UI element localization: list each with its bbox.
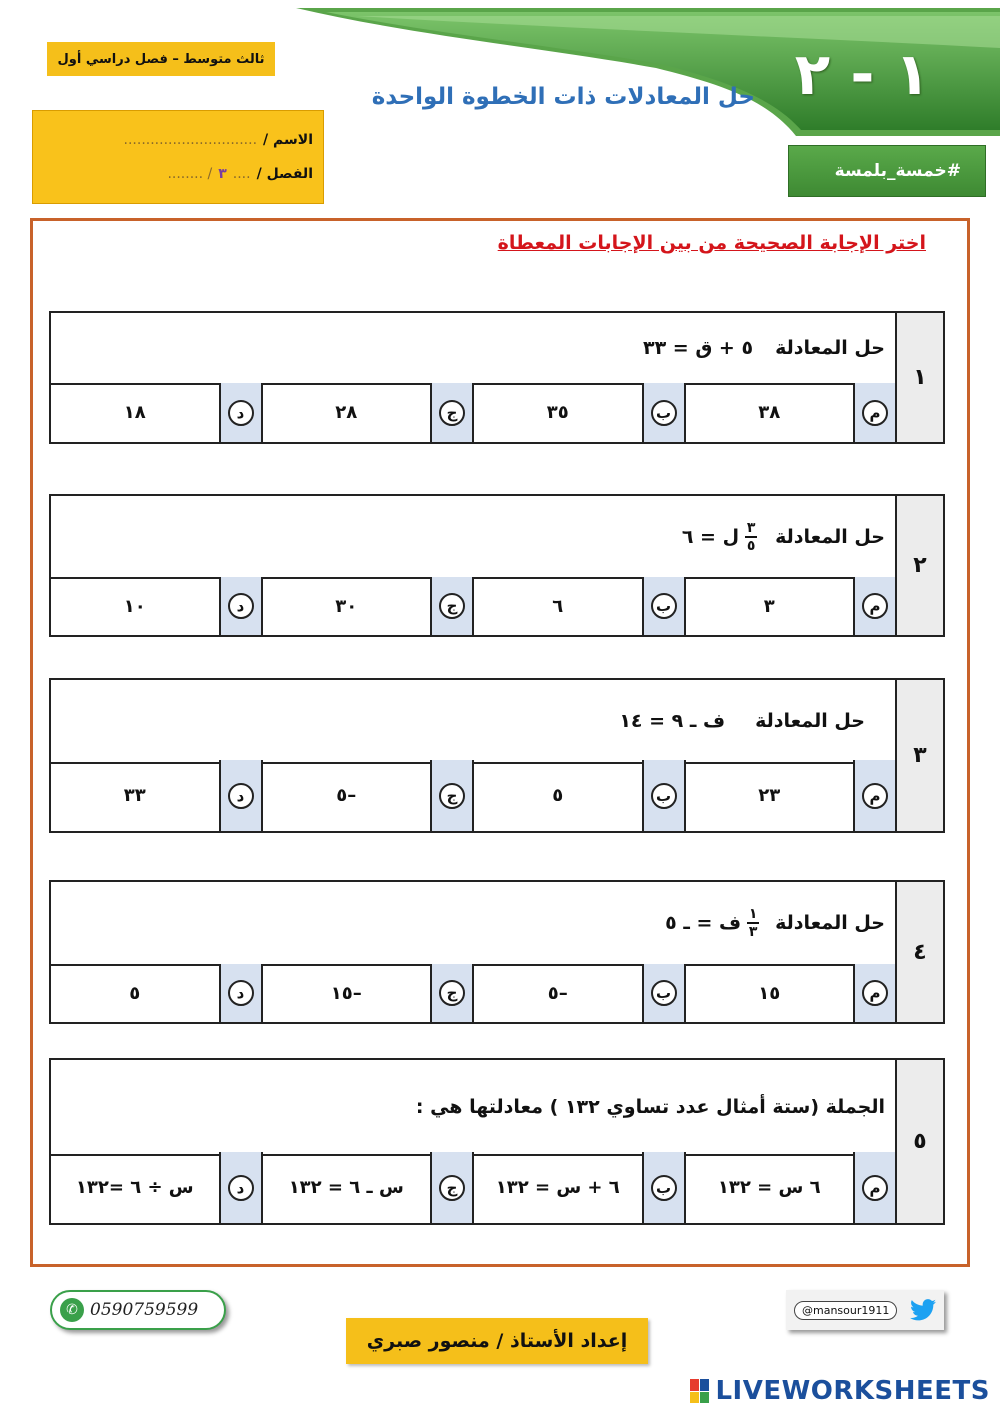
question-2 <box>49 494 945 637</box>
option-b[interactable]: ٦ <box>472 577 642 635</box>
fraction <box>747 907 759 939</box>
option-b[interactable]: ٥ <box>472 760 642 831</box>
liveworksheets-logo <box>690 1374 990 1408</box>
option-letter-b: ب <box>642 1152 684 1223</box>
option-letter-a: م <box>853 577 895 635</box>
twitter-bird-icon <box>910 1299 936 1321</box>
option-letter-c: ج <box>430 383 472 442</box>
option-b[interactable]: ٣٥ <box>472 383 642 442</box>
option-letter-a: م <box>853 1152 895 1223</box>
option-a[interactable]: ٦ س = ١٣٢ <box>684 1152 854 1223</box>
grade-label: ثالث متوسط – فصل دراسي أول <box>47 42 275 76</box>
option-letter-d: د <box>219 1152 261 1223</box>
option-a[interactable]: ١٥ <box>684 964 854 1022</box>
option-a[interactable]: ٢٣ <box>684 760 854 831</box>
option-c[interactable]: ٢٨ <box>261 383 431 442</box>
name-input[interactable]: .............................. <box>123 132 258 148</box>
option-letter-b: ب <box>642 383 684 442</box>
question-prefix: حل المعادلة <box>775 337 885 359</box>
question-4 <box>49 880 945 1024</box>
lesson-number: ١ - ٢ <box>794 40 930 108</box>
fraction-numerator: ٣ <box>746 519 756 536</box>
option-letter-d: د <box>219 383 261 442</box>
option-letter-a: م <box>853 964 895 1022</box>
phone-number: 0590759599 <box>90 1300 199 1320</box>
question-3 <box>49 678 945 833</box>
option-letter-b: ب <box>642 577 684 635</box>
class-value: ٣ <box>218 166 227 182</box>
question-text <box>51 680 895 764</box>
name-row <box>43 123 313 157</box>
fraction-denominator: ٥ <box>746 537 756 554</box>
option-a[interactable]: ٣٨ <box>684 383 854 442</box>
question-equation: ف = ـ ٥ <box>665 912 742 934</box>
options-row <box>51 760 895 831</box>
question-number: ٢ <box>895 496 943 635</box>
student-info-box <box>32 110 324 204</box>
option-letter-c: ج <box>430 577 472 635</box>
option-letter-d: د <box>219 577 261 635</box>
option-d[interactable]: ١٨ <box>123 402 146 423</box>
fraction-numerator: ١ <box>748 906 758 922</box>
question-equation: ٥ + ق = ٣٣ <box>642 337 754 359</box>
option-c[interactable]: –٥ <box>261 760 431 831</box>
class-suffix-dots[interactable]: / ........ <box>167 166 213 182</box>
liveworksheets-icon <box>690 1379 709 1403</box>
option-letter-c: ج <box>430 760 472 831</box>
option-b[interactable]: ٦ + س = ١٣٢ <box>472 1152 642 1223</box>
whatsapp-icon: ✆ <box>60 1298 84 1322</box>
fraction-denominator: ٣ <box>748 924 758 940</box>
option-letter-c: ج <box>430 1152 472 1223</box>
instruction-text: اختر الإجابة الصحيحة من بين الإجابات المعطاة <box>497 232 926 254</box>
question-1 <box>49 311 945 444</box>
options-row <box>51 1152 895 1223</box>
option-a[interactable]: ٣ <box>684 577 854 635</box>
question-equation: ف ـ ٩ = ١٤ <box>619 710 726 732</box>
question-prefix: حل المعادلة <box>775 912 885 934</box>
question-number: ١ <box>895 313 943 442</box>
question-5 <box>49 1058 945 1225</box>
option-b[interactable]: –٥ <box>472 964 642 1022</box>
question-number: ٤ <box>895 882 943 1022</box>
phone-badge <box>50 1290 226 1330</box>
lesson-title: حل المعادلات ذات الخطوة الواحدة <box>371 84 755 110</box>
option-letter-a: م <box>853 760 895 831</box>
options-row <box>51 964 895 1022</box>
class-prefix-dots: .... <box>232 166 251 182</box>
question-text <box>51 882 895 966</box>
fraction <box>745 521 757 553</box>
twitter-badge <box>786 1290 944 1330</box>
question-equation: ل = ٦ <box>681 525 740 548</box>
question-text <box>51 496 895 579</box>
option-c[interactable]: –١٥ <box>261 964 431 1022</box>
question-text <box>51 1060 895 1156</box>
option-letter-b: ب <box>642 964 684 1022</box>
class-row <box>43 157 313 191</box>
option-c[interactable]: س ـ ٦ = ١٣٢ <box>261 1152 431 1223</box>
option-d[interactable]: ١٠ <box>123 595 146 617</box>
question-prefix: الجملة (ستة أمثال عدد تساوي ١٣٢ ) معادلتها هي : <box>415 1096 885 1118</box>
author-credit: إعداد الأستاذ / منصور صبري <box>346 1318 648 1364</box>
question-number: ٥ <box>895 1060 943 1223</box>
option-d[interactable]: ٣٣ <box>123 785 146 806</box>
option-c[interactable]: ٣٠ <box>261 577 431 635</box>
option-letter-b: ب <box>642 760 684 831</box>
option-d[interactable]: س ÷ ٦ =١٣٢ <box>75 1177 194 1198</box>
option-d[interactable]: ٥ <box>129 982 141 1004</box>
options-row <box>51 383 895 442</box>
question-text <box>51 313 895 385</box>
liveworksheets-text: LIVEWORKSHEETS <box>715 1376 990 1406</box>
question-number: ٣ <box>895 680 943 831</box>
option-letter-d: د <box>219 760 261 831</box>
option-letter-c: ج <box>430 964 472 1022</box>
twitter-handle: @mansour1911 <box>794 1301 897 1320</box>
options-row <box>51 577 895 635</box>
class-label: الفصل / <box>256 166 313 182</box>
hashtag-label: #خمسة_بلمسة <box>788 145 986 197</box>
name-label: الاسم / <box>263 132 313 148</box>
question-prefix: حل المعادلة <box>775 525 885 548</box>
option-letter-d: د <box>219 964 261 1022</box>
option-letter-a: م <box>853 383 895 442</box>
question-prefix: حل المعادلة <box>755 710 865 732</box>
